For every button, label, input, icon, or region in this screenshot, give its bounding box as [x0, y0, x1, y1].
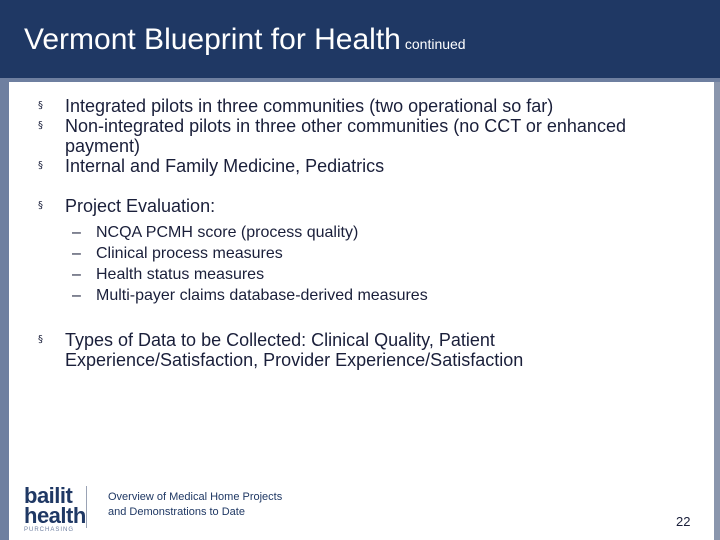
left-accent-bar: [0, 82, 9, 540]
bullet-item: [38, 116, 678, 156]
bullet-item: [38, 156, 678, 176]
sub-bullet-item: [38, 285, 678, 306]
sub-bullet-text: NCQA PCMH score (process quality): [96, 224, 359, 241]
header-divider: [0, 78, 720, 82]
bullet-text: Non-integrated pilots in three other communities (no CCT or enhanced payment): [65, 116, 626, 156]
slide-title-suffix: continued: [404, 36, 466, 52]
slide-body: [38, 96, 678, 370]
sub-bullet-item: [38, 264, 678, 285]
bullet-marker: §: [38, 120, 43, 131]
bullet-text: Types of Data to be Collected: Clinical Quality, Patient Experience/Satisfaction, Provider Experience/Satisfaction: [65, 330, 524, 370]
bailit-health-logo: [24, 483, 86, 535]
bullet-text: Project Evaluation:: [65, 196, 216, 216]
bullet-item: [38, 330, 678, 370]
bullet-item: [38, 196, 678, 216]
bullet-marker: §: [38, 160, 43, 171]
bullet-marker: §: [38, 334, 43, 345]
sub-bullet-list: [38, 222, 678, 306]
right-accent-bar: [714, 82, 720, 540]
bullet-text: Internal and Family Medicine, Pediatrics: [65, 156, 385, 176]
logo-word-health: health: [24, 503, 86, 528]
logo-word-purchasing: PURCHASING: [24, 527, 75, 533]
footer-caption: [108, 490, 282, 520]
sub-bullet-text: Multi-payer claims database-derived measures: [96, 287, 428, 304]
footer-caption-line2: and Demonstrations to Date: [108, 506, 245, 518]
sub-bullet-text: Health status measures: [96, 266, 265, 283]
sub-bullet-item: [38, 222, 678, 243]
footer-divider: [86, 486, 87, 528]
bullet-item: [38, 96, 678, 116]
dash-marker: –: [72, 245, 81, 262]
page-number: 22: [676, 514, 691, 529]
dash-marker: –: [72, 224, 81, 241]
sub-bullet-item: [38, 243, 678, 264]
slide-title: [24, 22, 466, 62]
bullet-marker: §: [38, 200, 43, 211]
footer-caption-line1: Overview of Medical Home Projects: [108, 491, 283, 503]
sub-bullet-text: Clinical process measures: [96, 245, 283, 262]
slide-title-text: Vermont Blueprint for Health: [24, 23, 401, 56]
dash-marker: –: [72, 266, 81, 283]
bullet-marker: §: [38, 100, 43, 111]
dash-marker: –: [72, 287, 81, 304]
bullet-text: Integrated pilots in three communities (two operational so far): [65, 96, 554, 116]
logo-word-bailit: bailit: [24, 483, 73, 508]
title-bar: [0, 0, 720, 78]
